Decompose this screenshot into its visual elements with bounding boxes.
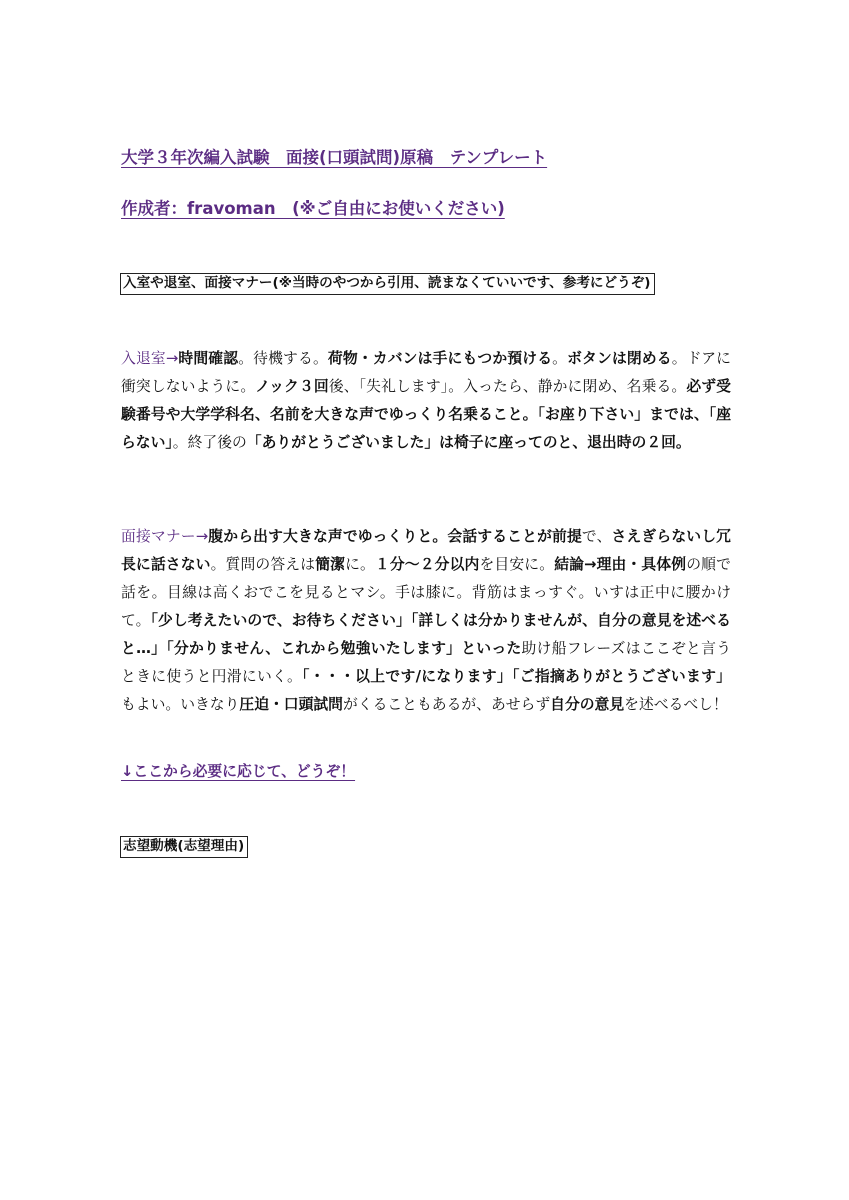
manner-text: 。質問の答えは bbox=[210, 556, 316, 573]
entry-text: 後、「失礼します」。入ったら、静かに閉め、名乗る。 bbox=[328, 378, 687, 395]
manner-text: 助け船フレーズはここぞと言うときに使うと円滑にいく。 bbox=[121, 640, 731, 685]
entry-text-bold: ノック３回 bbox=[255, 378, 329, 395]
entry-text: 。 bbox=[552, 350, 568, 367]
entry-text-bold: 必ず受験番号や大学学科名、名前を大きな声でゆっくり名乗ること。「お座り下さい」までは、「座らない」 bbox=[121, 378, 731, 451]
manner-text-bold: さえぎらないし冗長に話さない bbox=[121, 528, 731, 573]
entry-text-bold: 荷物・カバンは手にもつか預ける bbox=[327, 350, 553, 367]
entry-exit-label: 入退室→ bbox=[121, 350, 179, 367]
manner-text-bold: 簡潔 bbox=[315, 556, 346, 573]
manner-text: を述べるべし！ bbox=[624, 696, 728, 713]
entry-text: 。終了後の bbox=[172, 434, 247, 451]
manner-text: がくることもあるが、あせらず bbox=[342, 696, 551, 713]
manner-text-bold: 腹から出す大きな声でゆっくりと。会話することが前提 bbox=[208, 528, 582, 545]
manner-text-bold: 自分の意見 bbox=[550, 696, 625, 713]
motive-section-box: 志望動機(志望理由) bbox=[120, 836, 248, 858]
manner-text-bold: 「・・・以上です/になります」「ご指摘ありがとうございます」 bbox=[302, 668, 731, 685]
manner-text-bold: 「少し考えたいので、お待ちください」「詳しくは分かりませんが、自分の意見を述べると…」「分かりません、これから勉強いたします」といった bbox=[121, 612, 731, 657]
entry-text: 。ドアに衝突しないように。 bbox=[121, 350, 731, 395]
entry-text-bold: ボタンは閉める bbox=[567, 350, 672, 367]
manner-text-bold: 圧迫・口頭試問 bbox=[239, 696, 343, 713]
author-line: 作成者：fravoman (※ご自由にお使いください) bbox=[121, 199, 505, 218]
interview-manner-paragraph bbox=[121, 523, 731, 719]
manner-text: で、 bbox=[581, 528, 612, 545]
manner-text: を目安に。 bbox=[479, 556, 555, 573]
entry-text: 。待機する。 bbox=[238, 350, 328, 367]
manner-text-bold: 結論→理由・具体例 bbox=[554, 556, 687, 573]
manner-section-box: 入室や退室、面接マナー(※当時のやつから引用、読まなくていいです、参考にどうぞ) bbox=[120, 273, 655, 295]
manner-text: に。 bbox=[345, 556, 375, 573]
prompt-line: ↓ここから必要に応じて、どうぞ！ bbox=[121, 763, 356, 780]
manner-label: 面接マナー→ bbox=[121, 528, 209, 545]
manner-text: の順で話を。目線は高くおでこを見るとマシ。手は膝に。背筋はまっすぐ。いすは正中に腰かけて。 bbox=[121, 556, 731, 629]
entry-text-bold: 「ありがとうございました」は椅子に座ってのと、退出時の２回。 bbox=[246, 434, 691, 451]
document-title: 大学３年次編入試験 面接(口頭試問)原稿 テンプレート bbox=[121, 148, 548, 167]
entry-exit-paragraph bbox=[121, 345, 731, 457]
entry-text-bold: 時間確認 bbox=[178, 350, 239, 367]
manner-text: もよい。いきなり bbox=[121, 696, 240, 713]
manner-text-bold: １分～２分以内 bbox=[374, 556, 480, 573]
